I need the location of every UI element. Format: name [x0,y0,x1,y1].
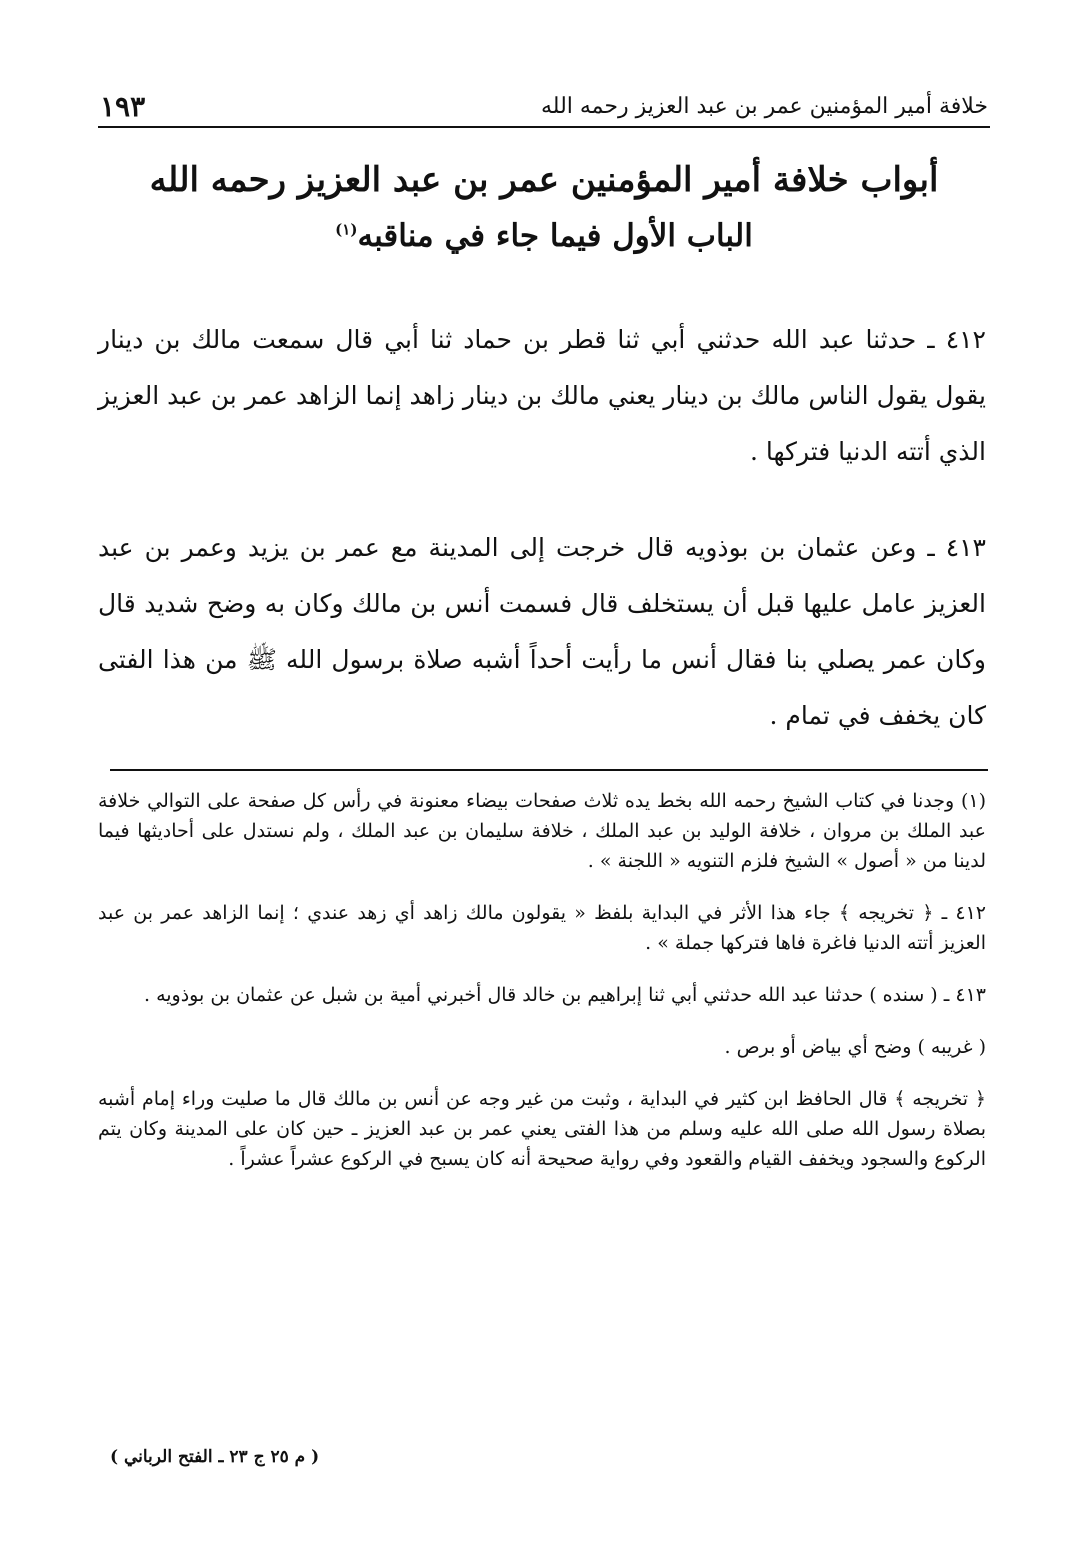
chapter-subtitle [98,218,990,254]
hadith-paragraph-413: ٤١٣ ـ وعن عثمان بن بوذويه قال خرجت إلى المدينة مع عمر بن يزيد وعمر بن عبد العزيز عامل عليها قبل أن يستخلف قال فسمت أنس بن مالك وكان به وضح شديد قال وكان عمر يصلي بنا فقال أنس ما رأيت أحداً أشبه صلاة برسول الله ﷺ من هذا الفتى كان يخفف في تمام . [98,533,986,730]
running-title: خلافة أمير المؤمنين عمر بن عبد العزيز رحمه الله [541,93,988,119]
running-header [100,88,988,124]
footnote-413-gharib: ( غريبه ) وضح أي بياض أو برص . [724,1036,986,1058]
footnote-413-sanad: ٤١٣ ـ ( سنده ) حدثنا عبد الله حدثني أبي ثنا إبراهيم بن خالد قال أخبرني أمية بن شبل عن عثمان بن بوذويه . [143,984,986,1006]
chapter-subtitle-text: الباب الأول فيما جاء في مناقبه [357,218,753,254]
footnote-rule [110,769,988,771]
footnote-1: (١) وجدنا في كتاب الشيخ رحمه الله بخط يده ثلاث صفحات بيضاء معنونة في رأس كل صفحة على التوالي خلافة عبد الملك بن مروان ، خلافة الوليد بن عبد الملك ، خلافة سليمان بن عبد الملك ، ولم نستدل على أحاديثها فيما لدينا من « أصول » الشيخ فلزم التنويه « اللجنة » . [98,790,986,872]
footnote-413-takhrij: ﴿ تخريجه ﴾ قال الحافظ ابن كثير في البداية ، وثبت من غير وجه عن أنس بن مالك قال ما صليت وراء إمام أشبه بصلاة رسول الله صلى الله عليه وسلم من هذا الفتى يعني عمر بن عبد العزيز ـ حين كان على المدينة وكان يتم الركوع والسجود ويخفف القيام والقعود وفي رواية صحيحة أنه كان يسبح في الركوع عشراً عشراً . [98,1088,986,1170]
footnote-ref: (١) [335,220,358,239]
section-title: أبواب خلافة أمير المؤمنين عمر بن عبد العزيز رحمه الله [149,160,939,200]
hadith-paragraph-412: ٤١٢ ـ حدثنا عبد الله حدثني أبي ثنا قطر بن حماد ثنا أبي قال سمعت مالك بن دينار يقول يقول الناس مالك بن دينار يعني مالك بن دينار زاهد إنما الزاهد عمر بن عبد العزيز الذي أتته الدنيا فتركها . [98,325,986,466]
main-text [98,312,986,784]
signature-imprint: ( م ٢٥ ج ٢٣ ـ الفتح الرباني ) [110,1447,320,1467]
chapter-titles [98,150,990,254]
footnotes [98,786,986,1196]
page-number: ١٩٣ [100,89,146,123]
footnote-412-takhrij: ٤١٢ ـ ﴿ تخريجه ﴾ جاء هذا الأثر في البداية بلفظ « يقولون مالك زاهد أي زهد عندي ؛ إنما الزاهد عمر بن عبد العزيز أتته الدنيا فاغرة فاها فتركها جملة » . [98,902,986,954]
header-rule [98,126,990,128]
